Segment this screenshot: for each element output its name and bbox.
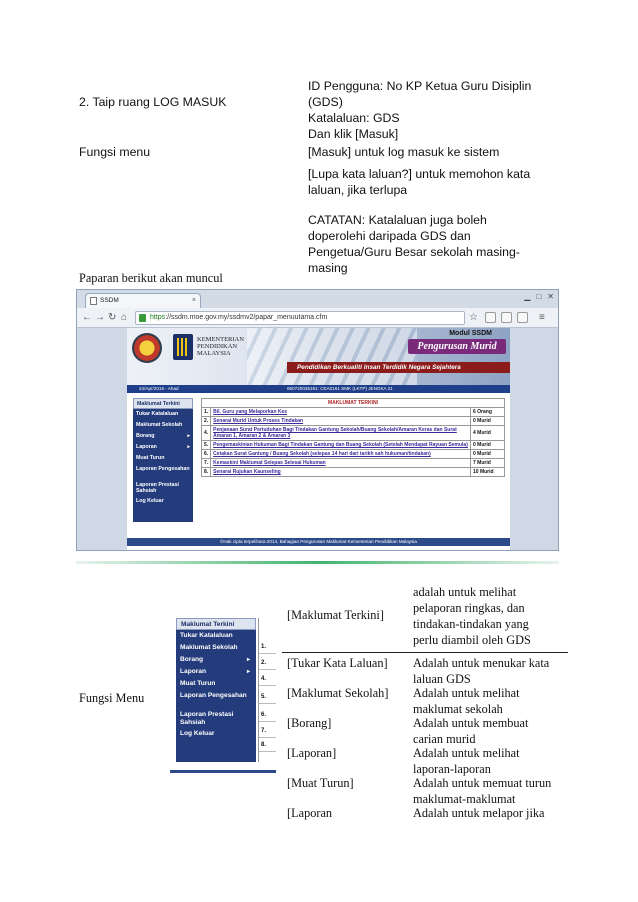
minimize-icon[interactable]: ▁ — [524, 292, 531, 301]
ministry-logo — [173, 334, 193, 360]
crop-menu-item: Tukar Katalaluan — [180, 632, 233, 639]
row-link[interactable]: Senarai Rujukan Kaunseling — [211, 468, 471, 477]
table-row — [202, 441, 505, 450]
term: [Tukar Kata Laluan] — [287, 656, 388, 670]
row-link[interactable]: Penjanaan Surat Pertuduhan Bagi Tindakan Gantung Sekolah/Buang Sekolah/Amaran Keras dan Surat Amaran 1, Amaran 2 & Amaran 3 — [211, 426, 471, 441]
step-label: 2. Taip ruang LOG MASUK — [79, 95, 227, 109]
chevron-right-icon: ▸ — [187, 433, 190, 439]
definition-line: maklumat-maklumat — [413, 792, 516, 806]
definition-line: laporan-laporan — [413, 762, 491, 776]
row-num: 1. — [202, 408, 211, 417]
row-num: 7. — [202, 459, 211, 468]
address-bar[interactable] — [135, 311, 465, 325]
definition-line: tindakan-tindakan yang — [413, 617, 529, 631]
row-num: 5. — [202, 441, 211, 450]
row-value: 10 Murid — [471, 468, 505, 477]
masuk-desc: [Masuk] untuk log masuk ke sistem — [308, 145, 500, 159]
close-window-icon[interactable]: ✕ — [547, 292, 554, 301]
crop-menu-item: Log Keluar — [180, 730, 215, 737]
forward-icon[interactable]: → — [95, 312, 105, 323]
keyboard-graphic — [247, 328, 417, 385]
row-num: 8. — [202, 468, 211, 477]
tab-title: SSDM — [100, 297, 119, 304]
page-footer: ©Hak cipta terpelihara 2014, Bahagian Pengurusan Maklumat Kementerian Pendidikan Malaysia — [127, 538, 510, 546]
pengurusan-title: Pengurusan Murid — [408, 339, 506, 354]
menu-crop-image — [170, 610, 276, 778]
row-num: 4. — [202, 426, 211, 441]
browser-screenshot — [76, 289, 559, 551]
definition-line: Adalah untuk memuat turun — [413, 776, 552, 790]
crop-menu-item: Laporan Prestasi Sahsiah — [180, 711, 234, 726]
table-rule — [282, 652, 568, 653]
definition — [413, 584, 568, 648]
crop-row-num: 7. — [259, 724, 276, 738]
definition-line: carian murid — [413, 732, 476, 746]
fungsi-menu2-label: Fungsi Menu — [79, 691, 145, 705]
definition — [413, 655, 568, 687]
row-num: 6. — [202, 450, 211, 459]
row-value: 4 Murid — [471, 426, 505, 441]
crop-menu-item — [176, 666, 256, 678]
favicon-icon — [90, 297, 97, 305]
ssdm-page — [127, 328, 510, 551]
url-scheme: https — [150, 314, 166, 321]
row-link[interactable]: Cetakan Surat Gantung / Buang Sekolah (selepas 14 hari dari tarikh sah hukuman/tindakan) — [211, 450, 471, 459]
table-row — [202, 417, 505, 426]
crop-menu-label: Borang — [180, 656, 204, 663]
menu-item-borang[interactable] — [133, 431, 193, 442]
date-text: 24/Apr/2016 - Ahad — [139, 386, 179, 391]
lupa-line: laluan, jika terlupa — [308, 183, 408, 197]
ministry-line: MALAYSIA — [197, 350, 231, 357]
crop-row-num: 8. — [259, 738, 276, 752]
step-line: (GDS) — [308, 95, 343, 109]
definition — [413, 805, 568, 821]
window-controls — [524, 292, 554, 301]
fungsi-menu-label: Fungsi menu — [79, 145, 151, 159]
crop-menu-item: Laporan Pengesahan — [180, 692, 247, 699]
menu-icon[interactable]: ≡ — [539, 312, 545, 323]
extension-icon[interactable] — [501, 312, 512, 323]
definition — [413, 745, 568, 777]
term: [Laporan — [287, 806, 333, 820]
note-line: Pengetua/Guru Besar sekolah masing- — [308, 245, 520, 259]
definition-line: Adalah untuk melapor jika — [413, 806, 545, 820]
menu-item-muat-turun[interactable]: Muat Turun — [136, 455, 165, 461]
maklumat-table — [201, 398, 505, 477]
row-value: 0 Murid — [471, 441, 505, 450]
row-num: 2. — [202, 417, 211, 426]
step-line: ID Pengguna: No KP Ketua Guru Disiplin — [308, 79, 532, 93]
maximize-icon[interactable]: □ — [536, 292, 542, 301]
row-link[interactable]: Pengemaskinian Hukuman Bagi Tindakan Gantung dan Buang Sekolah (Setelah Mendapat Rayuan Semula) — [211, 441, 471, 450]
definition-line: Adalah untuk membuat — [413, 716, 529, 730]
note-line: CATATAN: Katalaluan juga boleh — [308, 213, 487, 227]
crop-side-menu — [176, 618, 256, 762]
crop-table-edge — [258, 618, 276, 762]
definition-line: Adalah untuk menukar kata — [413, 656, 550, 670]
crop-row-num: 2. — [259, 656, 276, 670]
crop-menu-item: Maklumat Terkini — [176, 618, 256, 630]
definition-line: pelaporan ringkas, dan — [413, 601, 525, 615]
table-title: MAKLUMAT TERKINI — [202, 399, 505, 408]
row-link[interactable]: Kemaskini Maklumat Selepas Selesai Hukuman — [211, 459, 471, 468]
crop-row-num: 5. — [259, 690, 276, 704]
browser-tab[interactable] — [85, 293, 201, 308]
step-instructions — [308, 78, 568, 142]
definition — [413, 685, 568, 717]
divider — [76, 561, 559, 564]
definition-line: maklumat sekolah — [413, 702, 503, 716]
close-icon[interactable]: × — [191, 297, 196, 304]
menu-item-maklumat-sekolah[interactable]: Maklumat Sekolah — [136, 422, 183, 428]
menu-item-tukar-katalaluan[interactable]: Tukar Katalaluan — [136, 411, 179, 417]
side-menu — [133, 398, 193, 522]
date-bar — [127, 385, 510, 393]
user-info: 650720035191: CEA0161 SMK (LKTP) JENGKA 21 — [287, 386, 393, 391]
definition — [413, 775, 568, 807]
menu-label: Borang — [136, 433, 155, 439]
crop-row-num: 1. — [259, 640, 276, 654]
slogan-bar: Pendidikan Berkualiti Insan Terdidik Negara Sejahtera — [287, 362, 510, 373]
step-line: Dan klik [Masuk] — [308, 127, 399, 141]
menu-item-laporan-pengesahan[interactable]: Laporan Pengesahan — [136, 466, 190, 472]
term: [Maklumat Terkini] — [287, 608, 384, 622]
browser-toolbar — [77, 308, 558, 328]
note-line: masing — [308, 261, 348, 275]
crop-row-num: 4. — [259, 672, 276, 686]
extension-icon[interactable] — [517, 312, 528, 323]
ministry-line: PENDIDIKAN — [197, 343, 238, 350]
table-row — [202, 450, 505, 459]
menu-item-maklumat-terkini[interactable]: Maklumat Terkini — [133, 398, 193, 409]
term: [Muat Turun] — [287, 776, 354, 790]
ministry-name — [197, 336, 244, 357]
note-line: doperolehi daripada GDS dan — [308, 229, 471, 243]
url-rest: ://ssdm.moe.gov.my/ssdmv2/papar_menuutama.cfm — [165, 314, 328, 321]
header-banner — [127, 328, 510, 385]
crop-row-num: 6. — [259, 708, 276, 722]
ministry-line: KEMENTERIAN — [197, 336, 244, 343]
lupa-desc — [308, 166, 568, 198]
menu-item-log-keluar[interactable]: Log Keluar — [136, 498, 164, 504]
chevron-right-icon: ▸ — [246, 669, 250, 675]
star-icon[interactable]: ☆ — [469, 312, 478, 323]
reload-icon[interactable]: ↻ — [108, 312, 117, 323]
table-row — [202, 426, 505, 441]
home-icon[interactable]: ⌂ — [121, 312, 128, 323]
coat-of-arms-logo — [132, 333, 162, 363]
lupa-line: [Lupa kata laluan?] untuk memohon kata — [308, 167, 531, 181]
table-row — [202, 408, 505, 417]
row-value: 6 Orang — [471, 408, 505, 417]
crop-menu-label: Laporan — [180, 668, 207, 675]
table-row — [202, 459, 505, 468]
term: [Borang] — [287, 716, 332, 730]
crop-menu-item — [176, 654, 256, 666]
row-link[interactable]: Bil. Guru yang Melaporkan Kes — [211, 408, 471, 417]
chevron-right-icon: ▸ — [246, 657, 250, 663]
step-line: Katalaluan: GDS — [308, 111, 400, 125]
term: [Laporan] — [287, 746, 337, 760]
chevron-right-icon: ▸ — [187, 444, 190, 450]
row-value: 7 Murid — [471, 459, 505, 468]
menu-item-laporan[interactable] — [133, 442, 193, 453]
definition-line: Adalah untuk melihat — [413, 746, 520, 760]
definition — [413, 715, 568, 747]
table-row — [202, 468, 505, 477]
row-value: 0 Murid — [471, 417, 505, 426]
definition-line: perlu diambil oleh GDS — [413, 633, 531, 647]
crop-footer-bar — [170, 770, 276, 773]
menu-item-laporan-prestasi[interactable]: Laporan Prestasi Sahsiah — [136, 482, 179, 494]
term: [Maklumat Sekolah] — [287, 686, 389, 700]
modul-title: Modul SSDM — [449, 330, 492, 337]
row-value: 0 Murid — [471, 450, 505, 459]
definition-line: Adalah untuk melihat — [413, 686, 520, 700]
row-link[interactable]: Senarai Murid Untuk Proses Tindakan — [211, 417, 471, 426]
crop-menu-item: Maklumat Sekolah — [180, 644, 238, 651]
paparan-text: Paparan berikut akan muncul — [79, 271, 223, 285]
extension-icon[interactable] — [485, 312, 496, 323]
back-icon[interactable]: ← — [82, 312, 92, 323]
tab-strip — [77, 290, 558, 308]
definition-line: adalah untuk melihat — [413, 585, 517, 599]
crop-menu-item: Muat Turun — [180, 680, 216, 687]
menu-label: Laporan — [136, 444, 157, 450]
lock-icon — [139, 314, 146, 322]
definition-line: laluan GDS — [413, 672, 471, 686]
catatan-note — [308, 212, 568, 276]
